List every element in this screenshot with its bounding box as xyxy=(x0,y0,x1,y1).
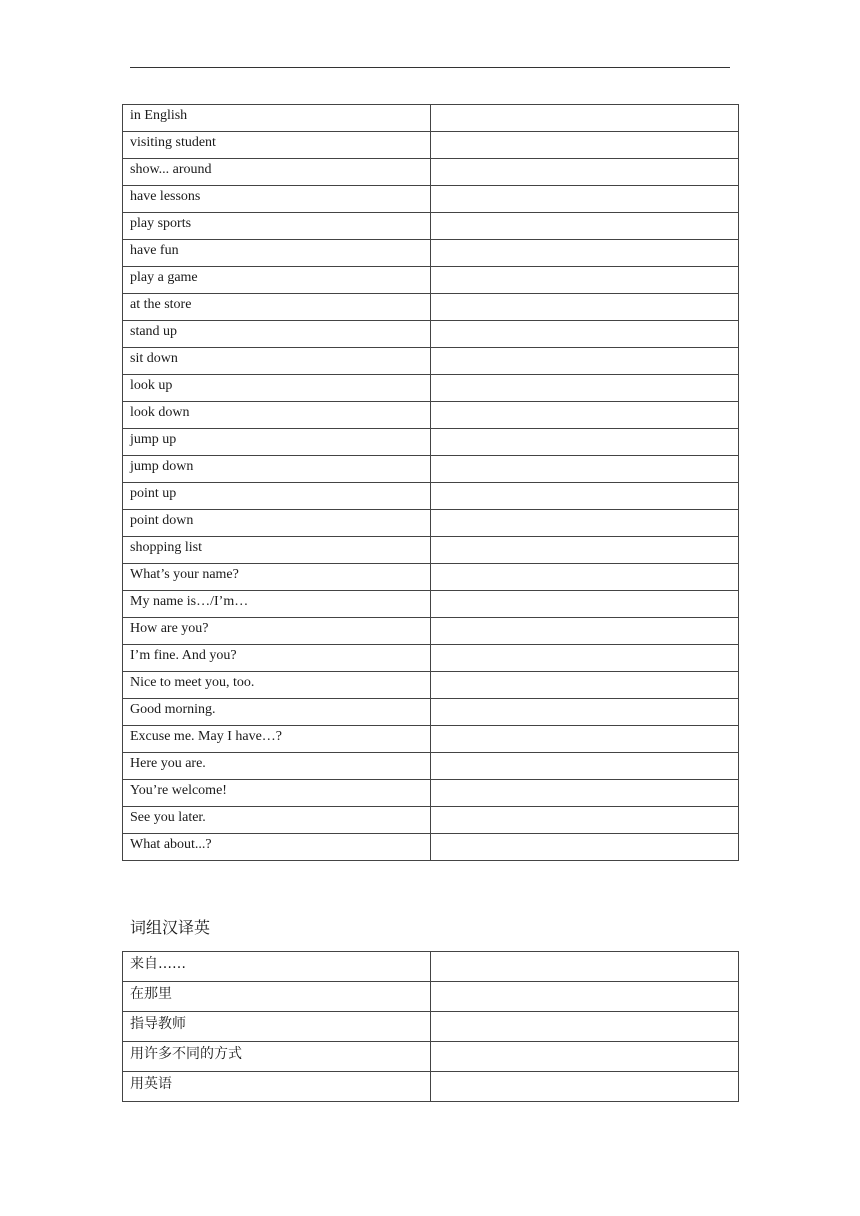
phrase-cell: 来自…… xyxy=(123,952,431,982)
phrase-cell: 用英语 xyxy=(123,1072,431,1102)
table-row xyxy=(123,375,739,402)
table-row xyxy=(123,672,739,699)
table-row xyxy=(123,105,739,132)
table-row xyxy=(123,402,739,429)
phrase-cell: at the store xyxy=(123,294,431,321)
phrase-cell: What’s your name? xyxy=(123,564,431,591)
table-row xyxy=(123,240,739,267)
phrase-cell: have lessons xyxy=(123,186,431,213)
answer-blank-cell[interactable] xyxy=(431,294,739,321)
phrase-cell: 指导教师 xyxy=(123,1012,431,1042)
phrase-cell: have fun xyxy=(123,240,431,267)
phrase-cell: in English xyxy=(123,105,431,132)
answer-blank-cell[interactable] xyxy=(431,483,739,510)
answer-blank-cell[interactable] xyxy=(431,456,739,483)
table-row xyxy=(123,645,739,672)
answer-blank-cell[interactable] xyxy=(431,591,739,618)
chinese-phrases-table xyxy=(122,951,739,1102)
table-row xyxy=(123,348,739,375)
answer-blank-cell[interactable] xyxy=(431,267,739,294)
answer-blank-cell[interactable] xyxy=(431,348,739,375)
phrase-cell: play sports xyxy=(123,213,431,240)
phrase-cell: I’m fine. And you? xyxy=(123,645,431,672)
answer-blank-cell[interactable] xyxy=(431,672,739,699)
phrase-cell: Good morning. xyxy=(123,699,431,726)
phrase-cell: point up xyxy=(123,483,431,510)
phrase-cell: My name is…/I’m… xyxy=(123,591,431,618)
table-row xyxy=(123,510,739,537)
phrase-cell: shopping list xyxy=(123,537,431,564)
phrase-cell: You’re welcome! xyxy=(123,780,431,807)
phrase-cell: jump up xyxy=(123,429,431,456)
table-row xyxy=(123,564,739,591)
answer-blank-cell[interactable] xyxy=(431,375,739,402)
answer-blank-cell[interactable] xyxy=(431,699,739,726)
answer-blank-cell[interactable] xyxy=(431,753,739,780)
answer-blank-cell[interactable] xyxy=(431,321,739,348)
answer-blank-cell[interactable] xyxy=(431,726,739,753)
table-row xyxy=(123,618,739,645)
table-row xyxy=(123,294,739,321)
phrase-cell: 在那里 xyxy=(123,982,431,1012)
header-rule xyxy=(130,67,730,68)
answer-blank-cell[interactable] xyxy=(431,1012,739,1042)
answer-blank-cell[interactable] xyxy=(431,780,739,807)
answer-blank-cell[interactable] xyxy=(431,105,739,132)
answer-blank-cell[interactable] xyxy=(431,402,739,429)
table-row xyxy=(123,429,739,456)
section-title: 词组汉译英 xyxy=(130,918,211,937)
table-row xyxy=(123,321,739,348)
english-phrases-table xyxy=(122,104,739,861)
table-row xyxy=(123,1042,739,1072)
table-row xyxy=(123,726,739,753)
phrase-cell: Nice to meet you, too. xyxy=(123,672,431,699)
answer-blank-cell[interactable] xyxy=(431,564,739,591)
answer-blank-cell[interactable] xyxy=(431,240,739,267)
table-row xyxy=(123,780,739,807)
answer-blank-cell[interactable] xyxy=(431,159,739,186)
phrase-cell: stand up xyxy=(123,321,431,348)
answer-blank-cell[interactable] xyxy=(431,213,739,240)
table-row xyxy=(123,213,739,240)
answer-blank-cell[interactable] xyxy=(431,132,739,159)
table-row xyxy=(123,483,739,510)
answer-blank-cell[interactable] xyxy=(431,982,739,1012)
answer-blank-cell[interactable] xyxy=(431,429,739,456)
answer-blank-cell[interactable] xyxy=(431,1072,739,1102)
answer-blank-cell[interactable] xyxy=(431,952,739,982)
table-row xyxy=(123,982,739,1012)
answer-blank-cell[interactable] xyxy=(431,834,739,861)
table-row xyxy=(123,537,739,564)
table-row xyxy=(123,753,739,780)
phrase-cell: Here you are. xyxy=(123,753,431,780)
table-row xyxy=(123,267,739,294)
table-row xyxy=(123,186,739,213)
phrase-cell: sit down xyxy=(123,348,431,375)
phrase-cell: See you later. xyxy=(123,807,431,834)
answer-blank-cell[interactable] xyxy=(431,537,739,564)
answer-blank-cell[interactable] xyxy=(431,618,739,645)
table-row xyxy=(123,456,739,483)
table-row xyxy=(123,591,739,618)
answer-blank-cell[interactable] xyxy=(431,186,739,213)
phrase-cell: look up xyxy=(123,375,431,402)
table-row xyxy=(123,1012,739,1042)
table-row xyxy=(123,952,739,982)
table-row xyxy=(123,834,739,861)
phrase-cell: point down xyxy=(123,510,431,537)
phrase-cell: visiting student xyxy=(123,132,431,159)
phrase-cell: show... around xyxy=(123,159,431,186)
phrase-cell: Excuse me. May I have…? xyxy=(123,726,431,753)
table-row xyxy=(123,159,739,186)
table-row xyxy=(123,1072,739,1102)
phrase-cell: look down xyxy=(123,402,431,429)
answer-blank-cell[interactable] xyxy=(431,807,739,834)
table-row xyxy=(123,807,739,834)
answer-blank-cell[interactable] xyxy=(431,645,739,672)
phrase-cell: jump down xyxy=(123,456,431,483)
answer-blank-cell[interactable] xyxy=(431,1042,739,1072)
table-row xyxy=(123,699,739,726)
answer-blank-cell[interactable] xyxy=(431,510,739,537)
phrase-cell: 用许多不同的方式 xyxy=(123,1042,431,1072)
phrase-cell: What about...? xyxy=(123,834,431,861)
phrase-cell: How are you? xyxy=(123,618,431,645)
table-row xyxy=(123,132,739,159)
phrase-cell: play a game xyxy=(123,267,431,294)
